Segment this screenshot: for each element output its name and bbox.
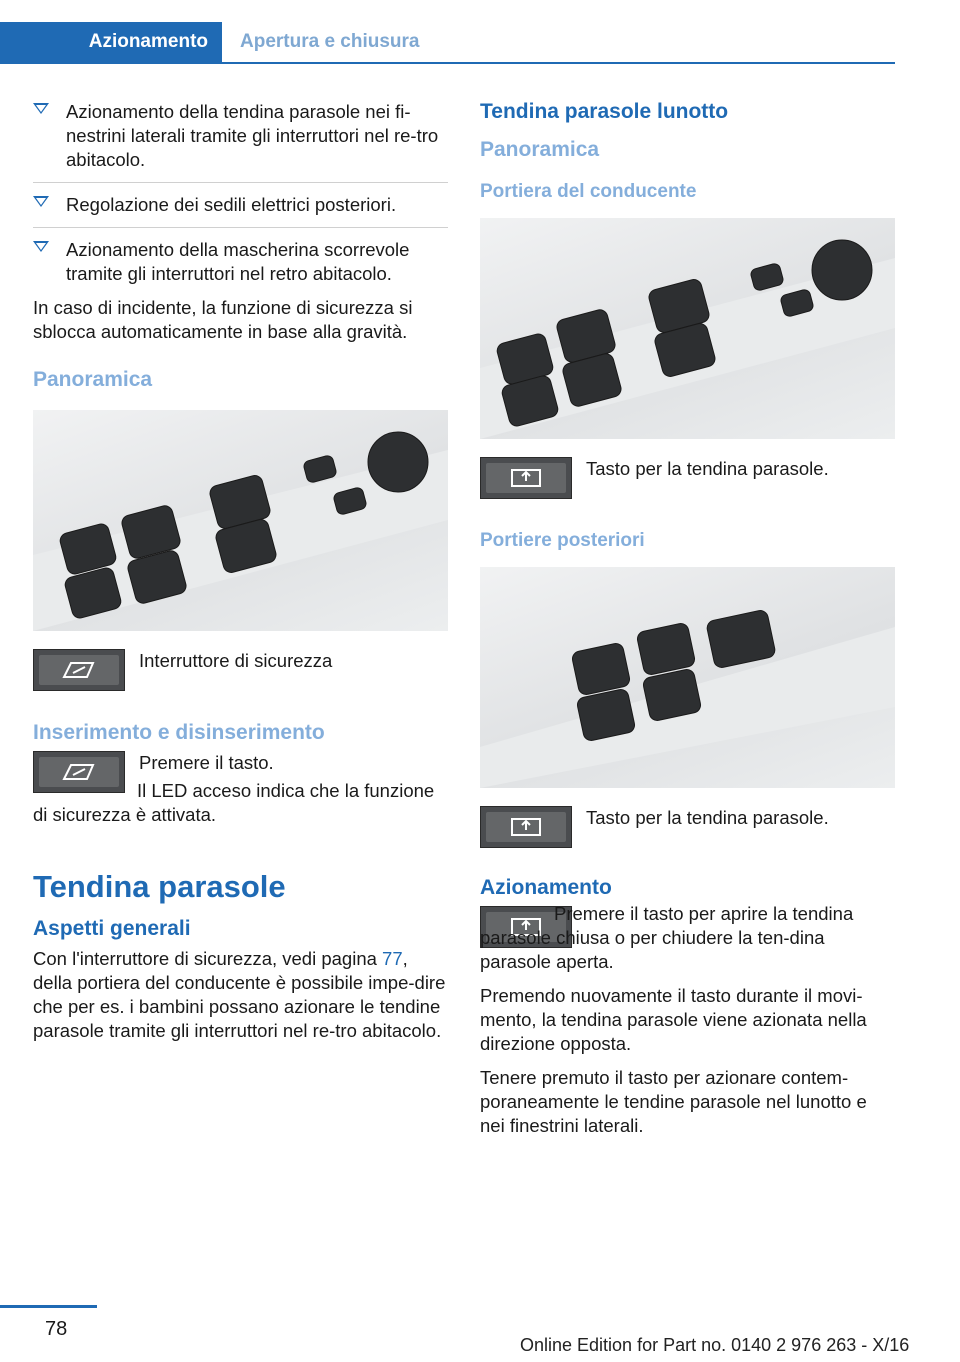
operation-paragraph: Premere il tasto per aprire la tendina parasole chiusa o per chiudere la ten-dina parasole aperta. <box>480 903 854 972</box>
caption-driver-sunblind: Tasto per la tendina parasole. <box>586 458 829 479</box>
bullet-item: Azionamento della tendina parasole nei fi-nestrini laterali tramite gli interruttori nel re-tro abitacolo. <box>33 100 448 172</box>
page-number: 78 <box>45 1318 68 1340</box>
page-header <box>0 22 895 64</box>
bullet-item: Azionamento della mascherina scorrevole tramite gli interruttori nel retro abitacolo. <box>33 238 448 286</box>
window-switches-photo <box>33 410 448 631</box>
triangle-bullet-icon <box>33 241 49 252</box>
sunblind-button-icon <box>480 806 572 848</box>
driver-sunblind-legend <box>480 457 895 499</box>
bullet-item: Regolazione dei sedili elettrici posteriori. <box>33 193 448 217</box>
driver-door-photo <box>480 218 895 439</box>
general-paragraph: Con l'interruttore di sicurezza, vedi pagina 77, della portiera del conducente è possibile impe-dire che per es. i bambini possano azionare le tendine parasole tramite gli interruttori nel re-tro abitacolo. <box>33 948 446 1041</box>
rear-sunblind-legend <box>480 806 895 848</box>
press-key-row: Premere il tasto. <box>33 751 448 793</box>
section-tab[interactable]: Azionamento <box>0 22 222 62</box>
safety-switch-legend <box>33 649 448 691</box>
crash-paragraph: In caso di incidente, la funzione di sicurezza si sblocca automaticamente in base alla gravità. <box>33 297 413 342</box>
safety-switch-icon <box>33 751 125 793</box>
heading-overview: Panoramica <box>33 368 153 391</box>
heading-operation: Azionamento <box>480 876 612 899</box>
footer-rule <box>0 1305 97 1308</box>
left-column <box>33 100 448 1053</box>
heading-rear-doors: Portiere posteriori <box>480 530 645 551</box>
triangle-bullet-icon <box>33 196 49 207</box>
led-paragraph: Il LED acceso indica che la funzione di sicurezza è attivata. <box>33 780 435 825</box>
operation-paragraph-3: Tenere premuto il tasto per azionare contem-poraneamente le tendine parasole nel lunotto e nei finestrini laterali. <box>480 1067 867 1136</box>
title-rear-sunblind: Tendina parasole lunotto <box>480 100 729 123</box>
operation-paragraph-2: Premendo nuovamente il tasto durante il movi-mento, la tendina parasole viene azionata nella direzione opposta. <box>480 985 867 1054</box>
caption-safety-switch: Interruttore di sicurezza <box>139 650 333 671</box>
rear-door-photo <box>480 567 895 788</box>
triangle-bullet-icon <box>33 103 49 114</box>
heading-overview-right: Panoramica <box>480 138 600 161</box>
page-link[interactable]: 77 <box>382 948 403 969</box>
right-column <box>480 100 895 1148</box>
caption-rear-sunblind: Tasto per la tendina parasole. <box>586 807 829 828</box>
heading-on-off: Inserimento e disinserimento <box>33 721 325 744</box>
heading-general: Aspetti generali <box>33 917 191 940</box>
sunblind-button-icon <box>480 457 572 499</box>
safety-switch-icon <box>33 649 125 691</box>
heading-driver-door: Portiera del conducente <box>480 181 697 202</box>
edition-text: Online Edition for Part no. 0140 2 976 263 - X/16 <box>520 1335 910 1355</box>
subsection-tab[interactable]: Apertura e chiusura <box>240 31 420 52</box>
title-sunblind: Tendina parasole <box>33 869 286 904</box>
